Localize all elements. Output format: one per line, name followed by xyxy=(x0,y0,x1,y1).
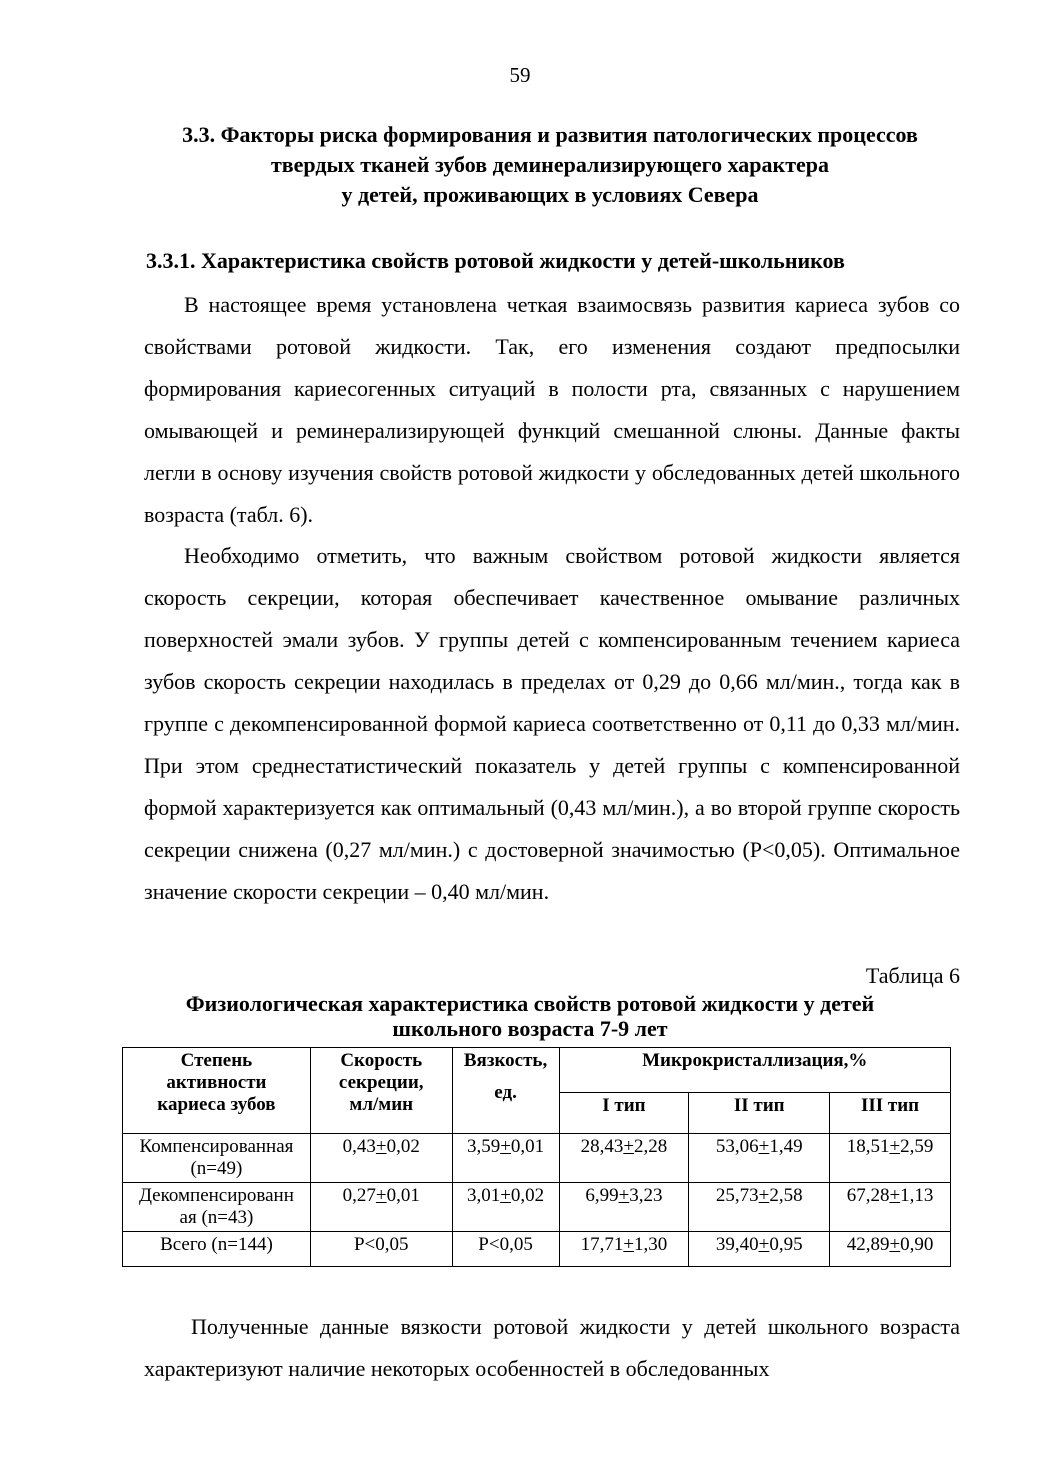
saliva-properties-table xyxy=(122,1047,951,1267)
cell-secretion: 0,43+0,02 xyxy=(310,1134,452,1183)
paragraph: В настоящее время установлена четкая взаимосвязь развития кариеса зубов со свойствами ротовой жидкости. Так, его изменения создают предпосылки формирования кариесогенных ситуаций в полости рта, связанных с нарушением омывающей и реминерализирующей функций смешанной слюны. Данные факты легли в основу изучения свойств ротовой жидкости у обследованных детей школьного возраста (табл. 6). xyxy=(144,292,960,527)
section-title-line: твердых тканей зубов деминерализирующего характера xyxy=(270,152,830,177)
cell-type3: 42,89+0,90 xyxy=(830,1232,951,1267)
header-microcrystallization: Микрокристаллизация,% xyxy=(559,1048,950,1093)
cell-secretion: Р<0,05 xyxy=(310,1232,452,1267)
cell-type2: 39,40+0,95 xyxy=(689,1232,830,1267)
table-label: Таблица 6 xyxy=(865,963,960,988)
cell-type3: 18,51+2,59 xyxy=(830,1134,951,1183)
table-caption-line: Физиологическая характеристика свойств ротовой жидкости у детей xyxy=(185,991,875,1016)
cell-group: Всего (n=144) xyxy=(123,1232,311,1267)
cell-type1: 28,43+2,28 xyxy=(559,1134,689,1183)
cell-group: Компенсированная (n=49) xyxy=(123,1134,311,1183)
cell-type1: 6,99+3,23 xyxy=(559,1183,689,1232)
page-number: 59 xyxy=(509,63,531,87)
cell-group: Декомпенсированн ая (n=43) xyxy=(123,1183,311,1232)
table-header-row xyxy=(123,1048,951,1093)
cell-viscosity: 3,01+0,02 xyxy=(452,1183,559,1232)
table-caption-line: школьного возраста 7-9 лет xyxy=(392,1016,668,1041)
cell-secretion: 0,27+0,01 xyxy=(310,1183,452,1232)
section-title-line: у детей, проживающих в условиях Севера xyxy=(341,182,759,207)
cell-viscosity: Р<0,05 xyxy=(452,1232,559,1267)
paragraph: Полученные данные вязкости ротовой жидкости у детей школьного возраста характеризуют наличие некоторых особенностей в обследованных xyxy=(144,1314,960,1381)
table-row xyxy=(123,1134,951,1183)
section-title-line: 3.3. Факторы риска формирования и развития патологических процессов xyxy=(182,122,918,147)
subsection-title: 3.3.1. Характеристика свойств ротовой жидкости у детей-школьников xyxy=(146,248,845,273)
cell-type1: 17,71+1,30 xyxy=(559,1232,689,1267)
header-type3: III тип xyxy=(830,1093,951,1134)
header-viscosity: Вязкость, ед. xyxy=(452,1048,559,1134)
table-total-row xyxy=(123,1232,951,1267)
cell-type2: 53,06+1,49 xyxy=(689,1134,830,1183)
header-secretion: Скорость секреции, мл/мин xyxy=(310,1048,452,1134)
header-type1: I тип xyxy=(559,1093,689,1134)
section-title xyxy=(120,120,980,210)
header-activity: Степень активности кариеса зубов xyxy=(123,1048,311,1134)
cell-type2: 25,73+2,58 xyxy=(689,1183,830,1232)
cell-type3: 67,28+1,13 xyxy=(830,1183,951,1232)
table-caption xyxy=(100,991,960,1041)
table-row xyxy=(123,1183,951,1232)
header-type2: II тип xyxy=(689,1093,830,1134)
paragraph: Необходимо отметить, что важным свойством ротовой жидкости является скорость секреции, которая обеспечивает качественное омывание различных поверхностей эмали зубов. У группы детей с компенсированным течением кариеса зубов скорость секреции находилась в пределах от 0,29 до 0,66 мл/мин., тогда как в группе с декомпенсированной формой кариеса соответственно от 0,11 до 0,33 мл/мин. При этом среднестатистический показатель у детей группы с компенсированной формой характеризуется как оптимальный (0,43 мл/мин.), а во второй группе скорость секреции снижена (0,27 мл/мин.) с достоверной значимостью (Р<0,05). Оптимальное значение скорости секреции – 0,40 мл/мин. xyxy=(144,543,960,904)
cell-viscosity: 3,59+0,01 xyxy=(452,1134,559,1183)
